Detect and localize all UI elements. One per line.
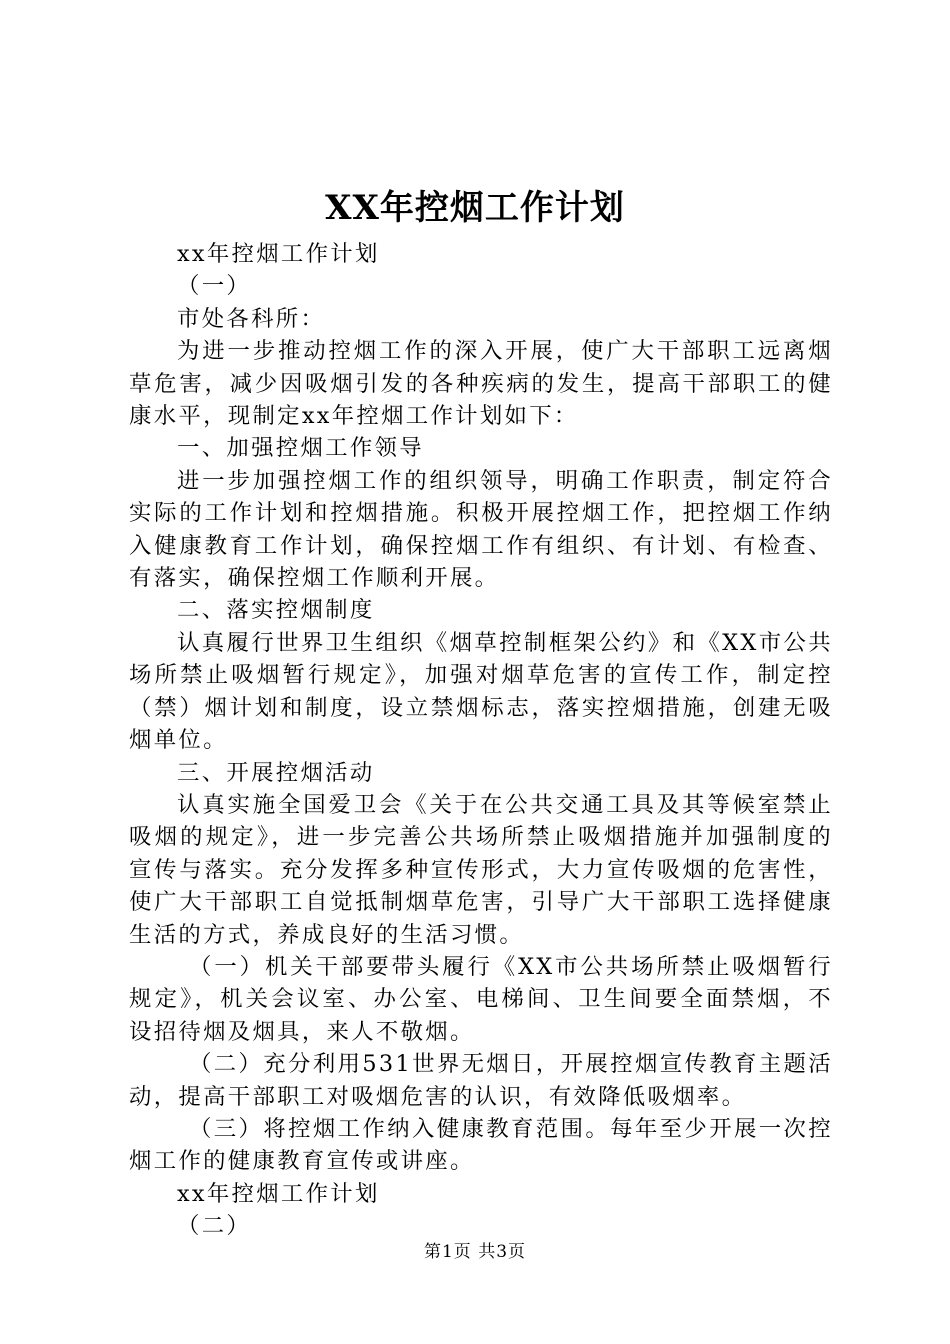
page-footer: 第1页 共3页 bbox=[423, 1242, 527, 1262]
section-heading: 二、落实控烟制度 bbox=[177, 597, 375, 624]
paragraph: 进一步加强控烟工作的组织领导，明确工作职责，制定符合实际的工作计划和控烟措施。积极开展控烟工作，把控烟工作纳入健康教育工作计划，确保控烟工作有组织、有计划、有检查、有落实，确保控烟工作顺利开展。 bbox=[129, 467, 833, 592]
paragraph: 为进一步推动控烟工作的深入开展，使广大干部职工远离烟草危害，减少因吸烟引发的各种疾病的发生，提高干部职工的健康水平，现制定xx年控烟工作计划如下： bbox=[129, 338, 833, 430]
paragraph: xx年控烟工作计划 bbox=[177, 1180, 380, 1207]
paragraph: 市处各科所： bbox=[177, 305, 326, 332]
paragraph: 认真履行世界卫生组织《烟草控制框架公约》和《XX市公共场所禁止吸烟暂行规定》，加强对烟草危害的宣传工作，制定控（禁）烟计划和制度，设立禁烟标志，落实控烟措施，创建无吸烟单位。 bbox=[129, 629, 833, 754]
paragraph: （一） bbox=[177, 273, 252, 300]
paragraph: 认真实施全国爱卫会《关于在公共交通工具及其等候室禁止吸烟的规定》，进一步完善公共场所禁止吸烟措施并加强制度的宣传与落实。充分发挥多种宣传形式，大力宣传吸烟的危害性，使广大干部职工自觉抵制烟草危害，引导广大干部职工选择健康生活的方式，养成良好的生活习惯。 bbox=[129, 791, 833, 948]
document-title: XX年控烟工作计划 bbox=[325, 188, 625, 228]
list-item: （二）充分利用531世界无烟日，开展控烟宣传教育主题活动，提高干部职工对吸烟危害的认识，有效降低吸烟率。 bbox=[129, 1051, 833, 1110]
paragraph: （二） bbox=[177, 1213, 252, 1240]
section-heading: 三、开展控烟活动 bbox=[177, 759, 375, 786]
list-item: （三）将控烟工作纳入健康教育范围。每年至少开展一次控烟工作的健康教育宣传或讲座。 bbox=[129, 1115, 833, 1175]
section-heading: 一、加强控烟工作领导 bbox=[177, 435, 424, 462]
paragraph: xx年控烟工作计划 bbox=[177, 241, 380, 267]
document-body bbox=[129, 238, 833, 1243]
list-item: （一）机关干部要带头履行《XX市公共场所禁止吸烟暂行规定》，机关会议室、办公室、电梯间、卫生间要全面禁烟，不设招待烟及烟具，来人不敬烟。 bbox=[129, 953, 833, 1045]
